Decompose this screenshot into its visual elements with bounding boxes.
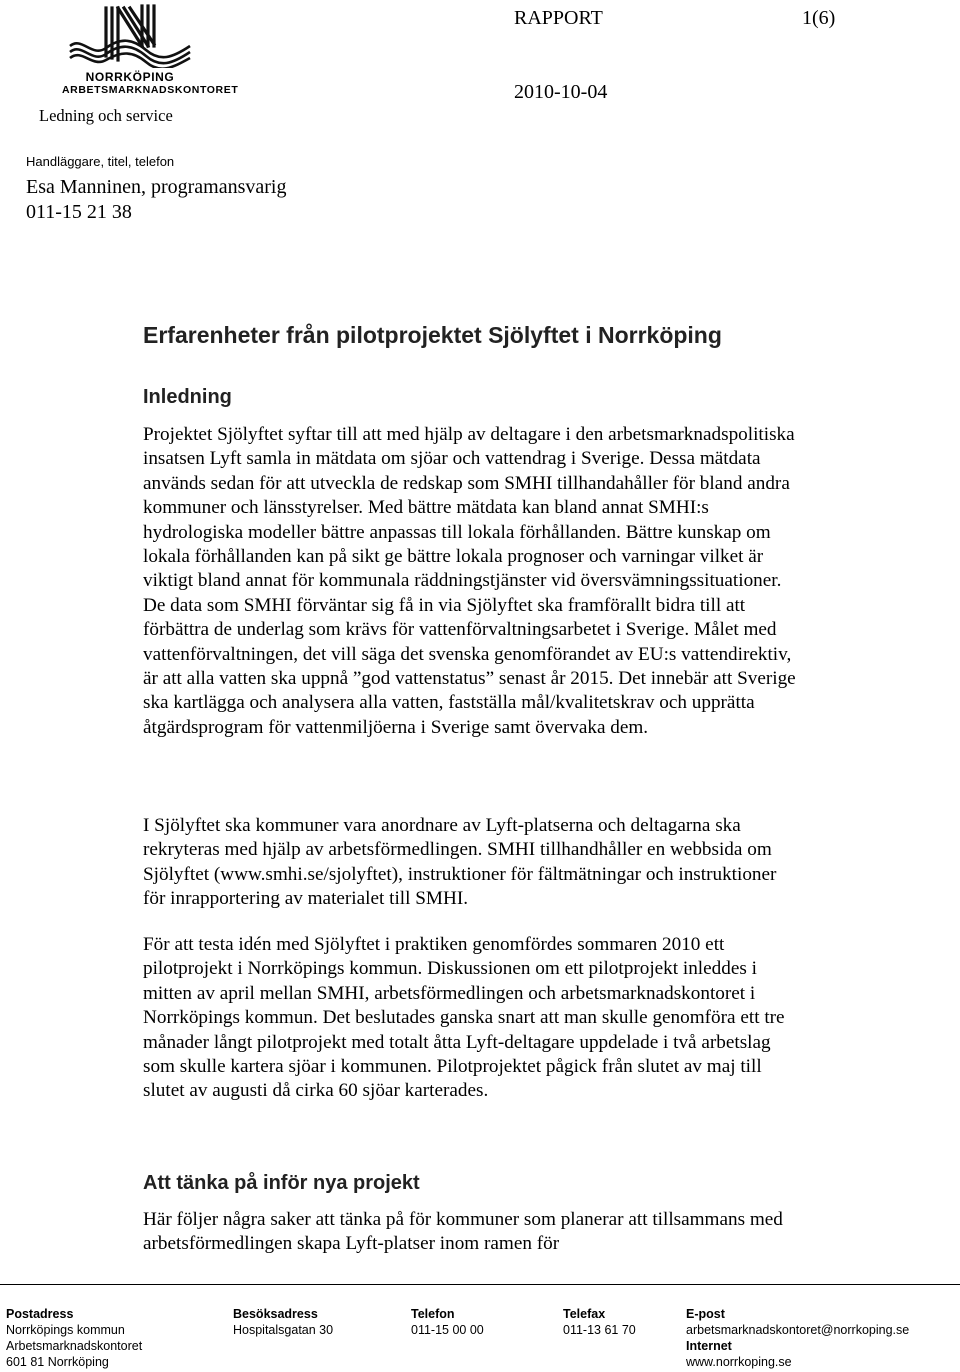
footer-email-link[interactable]: arbetsmarknadskontoret@norrkoping.se [686, 1323, 910, 1337]
footer-telefax [563, 1306, 636, 1338]
footer-telefax-label: Telefax [563, 1307, 606, 1321]
norrkoping-logo [62, 2, 239, 98]
paragraph-att-tanka-1: Här följer några saker att tänka på för kommuner som planerar att tillsammans med arbetsförmedlingen skapa Lyft-platser inom ramen för [143, 1209, 783, 1255]
paragraph-inledning-3: För att testa idén med Sjölyftet i praktiken genomfördes sommaren 2010 ett pilotprojekt i Norrköpings kommun. Diskussionen om ett pilotprojekt inleddes i mitten av april mellan SMHI, arbetsförmedlingen och arbetsmarknadskontoret i Norrköpings kommun. Det beslutades ganska snart att man skulle genomföra ett tre månader långt pilotprojekt med totalt åtta Lyft-deltagare uppdelade i två arbetslag som skulle kartera sjöar i kommunen. Pilotprojektet pågick från slutet av maj till slutet av augusti då cirka 60 sjöar karterades. [143, 934, 785, 1102]
footer-postadress-line3: 601 81 Norrköping [6, 1355, 109, 1369]
footer-besoksadress [233, 1306, 333, 1338]
logo-text-office: ARBETSMARKNADSKONTORET [62, 84, 239, 96]
page-title: Erfarenheter från pilotprojektet Sjölyftet i Norrköping [143, 322, 722, 348]
footer-website-link[interactable]: www.norrkoping.se [686, 1355, 792, 1369]
footer-epost [686, 1306, 909, 1370]
norrkoping-n-emblem-icon [62, 2, 198, 68]
footer-telefon-line1: 011-15 00 00 [411, 1323, 484, 1337]
footer-besoksadress-line1: Hospitalsgatan 30 [233, 1323, 334, 1337]
footer-postadress [6, 1306, 142, 1370]
department-label: Ledning och service [39, 106, 173, 125]
section-heading-att-tanka: Att tänka på inför nya projekt [143, 1172, 420, 1194]
footer-postadress-line1: Norrköpings kommun [6, 1323, 125, 1337]
footer-telefax-line1: 011-13 61 70 [563, 1323, 636, 1337]
paragraph-inledning-2: I Sjölyftet ska kommuner vara anordnare av Lyft-platserna och deltagarna ska rekryteras med hjälp av arbetsförmedlingen. SMHI tillhandhåller en webbsida om Sjölyftet (www.smhi.se/sjolyftet), instruktioner för fältmätningar och instruktioner för inrapportering av materialet till SMHI. [143, 815, 777, 910]
footer-divider [0, 1284, 960, 1285]
section-heading-inledning: Inledning [143, 386, 232, 408]
handler-label: Handläggare, titel, telefon [26, 154, 175, 169]
footer-internet-label: Internet [686, 1339, 732, 1353]
handler-name: Esa Manninen, programansvarig [26, 176, 287, 198]
page-number: 1(6) [802, 7, 836, 29]
paragraph-inledning-1: Projektet Sjölyftet syftar till att med hjälp av deltagare i den arbetsmarknadspolitiska insatsen Lyft samla in mätdata om sjöar och vattendrag i Sverige. Dessa mätdata används sedan för att utveckla de redskap som SMHI tillhandahåller för bland andra kommuner och länsstyrelser. Med bättre mätdata kan bland annat SMHI:s hydrologiska modeller bättre anpassas till lokala förhållanden. Bättre kunskap om lokala förhållanden kan på sikt ge bättre lokala prognoser och varningar vilket är viktigt bland annat för kommunala räddningstjänster vid översvämningssituationer. De data som SMHI förväntar sig få in via Sjölyftet ska framförallt bidra till att förbättra de underlag som krävs för vattenförvaltningsarbetet i Sverige. Målet med vattenförvaltningen, det vill säga det svenska genomförandet av EU:s vattendirektiv, är att alla vatten ska uppnå ”god vattenstatus” senast år 2015. Det innebär att Sverige ska kartlägga och analysera alla vatten, fastställa mål/kvalitetskrav och upprätta åtgärdsprogram för vattenmiljöerna i Sverige samt övervaka dem. [143, 424, 796, 738]
footer-postadress-label: Postadress [6, 1307, 74, 1321]
footer-besoksadress-label: Besöksadress [233, 1307, 318, 1321]
footer-telefon-label: Telefon [411, 1307, 455, 1321]
footer-telefon [411, 1306, 484, 1338]
report-date: 2010-10-04 [514, 81, 608, 103]
footer-epost-label: E-post [686, 1307, 725, 1321]
doc-type: RAPPORT [514, 7, 603, 29]
footer-postadress-line2: Arbetsmarknadskontoret [6, 1339, 143, 1353]
handler-phone: 011-15 21 38 [26, 201, 132, 223]
logo-text-city: NORRKÖPING [85, 70, 175, 84]
